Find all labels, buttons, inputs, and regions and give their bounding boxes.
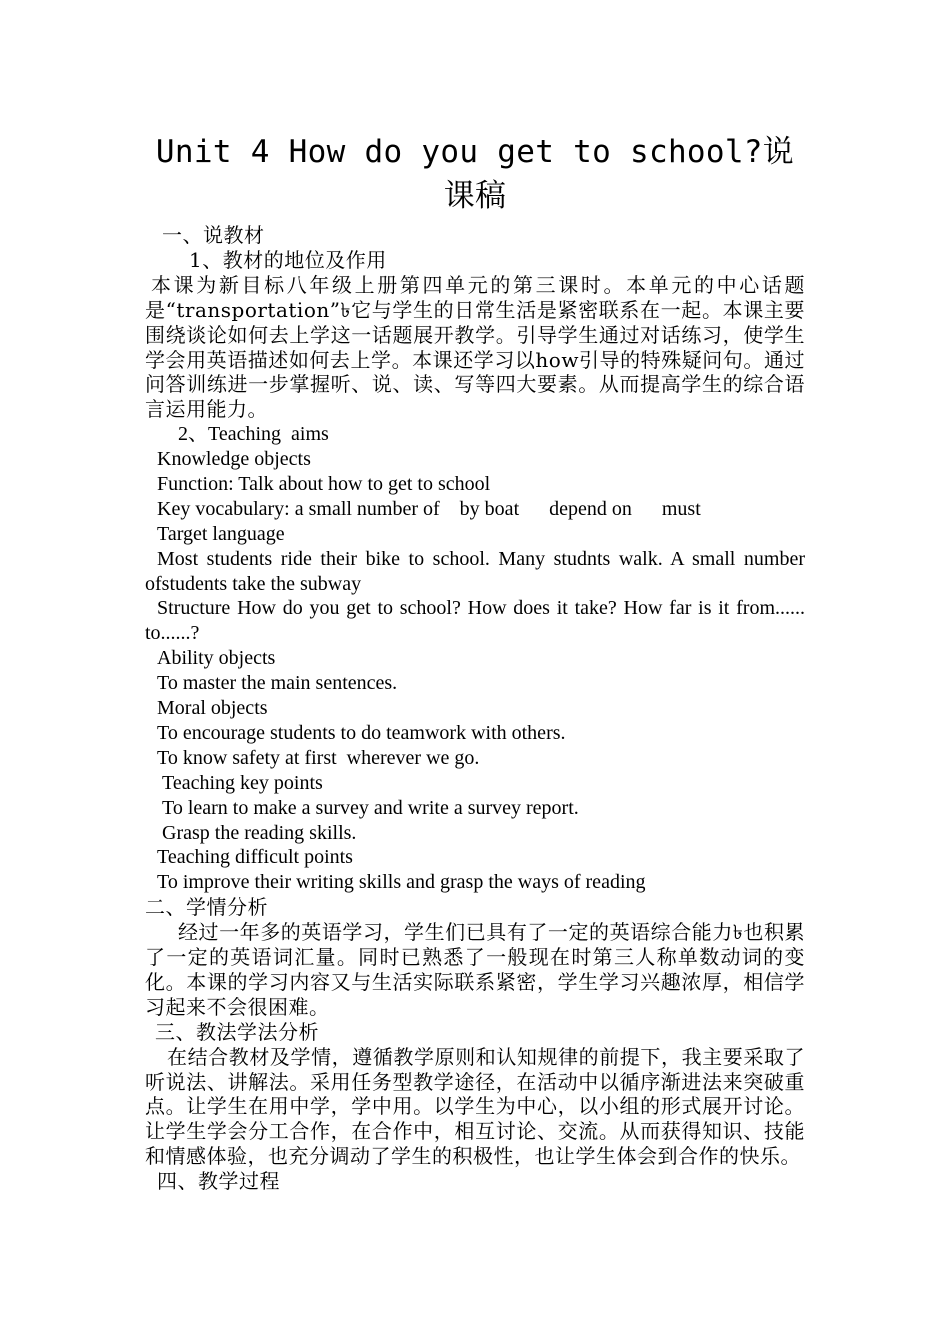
text-target-sentences: Most students ride their bike to school. Many studnts walk. A small number ofstudents take the subway [145,547,805,595]
text-key-vocabulary: Key vocabulary: a small number of by boat depend on must [157,497,701,520]
section-heading-1: 一、说教材 [162,223,265,247]
text-moral-1: To encourage students to do teamwork with others. [157,721,566,744]
document-body [145,223,805,1194]
label-knowledge-objects: Knowledge objects [157,448,311,471]
paragraph-student-analysis: 经过一年多的英语学习，学生们已具有了一定的英语综合能力৳也积累了一定的英语词汇量。同时已熟悉了一般现在时第三人称单数动词的变化。本课的学习内容又与生活实际联系紧密，学生学习兴趣浓厚，相信学习起来不会很困难。 [145,920,805,1019]
section-heading-4: 四、教学过程 [157,1169,280,1194]
title-english: Unit 4 How do you get to school? [155,134,763,170]
label-difficult-points: Teaching difficult points [157,846,353,869]
text-key-1: To learn to make a survey and write a survey report. [162,796,579,819]
subheading-material-role: 1、教材的地位及作用 [189,247,387,272]
text-moral-2: To know safety at first wherever we go. [157,746,480,769]
label-moral-objects: Moral objects [157,697,268,720]
subheading-teaching-aims: 2、Teaching aims [178,423,329,446]
label-key-points: Teaching key points [162,771,323,794]
page-title [145,130,805,218]
section-heading-3: 三、教法学法分析 [155,1019,319,1044]
label-target-language: Target language [157,522,285,545]
text-key-2: Grasp the reading skills. [162,821,357,844]
section-heading-2: 二、学情分析 [145,895,268,920]
text-difficult-1: To improve their writing skills and grasp the ways of reading [157,871,646,894]
title-chinese: 说课稿 [443,134,795,214]
paragraph-methods: 在结合教材及学情，遵循教学原则和认知规律的前提下，我主要采取了听说法、讲解法。采用任务型教学途径，在活动中以循序渐进法来突破重点。让学生在用中学，学中用。以学生为中心，以小组的形式展开讨论。让学生学会分工合作，在合作中，相互讨论、交流。从而获得知识、技能和情感体验，也充分调动了学生的积极性，也让学生体会到合作的快乐。 [145,1044,805,1169]
text-structure: Structure How do you get to school? How does it take? How far is it from...... to......? [145,597,805,645]
label-ability-objects: Ability objects [157,647,276,670]
text-ability-1: To master the main sentences. [157,672,398,695]
paragraph-material: 本课为新目标八年级上册第四单元的第三课时。本单元的中心话题是“transportation”৳它与学生的日常生活是紧密联系在一起。本课主要围绕谈论如何去上学这一话题展开教学。引导学生通过对话练习，使学生学会用英语描述如何去上学。本课还学习以how引导的特殊疑问句。通过问答训练进一步掌握听、说、读、写等四大要素。从而提高学生的综合语言运用能力。 [145,272,805,422]
text-function: Function: Talk about how to get to school [157,473,491,495]
